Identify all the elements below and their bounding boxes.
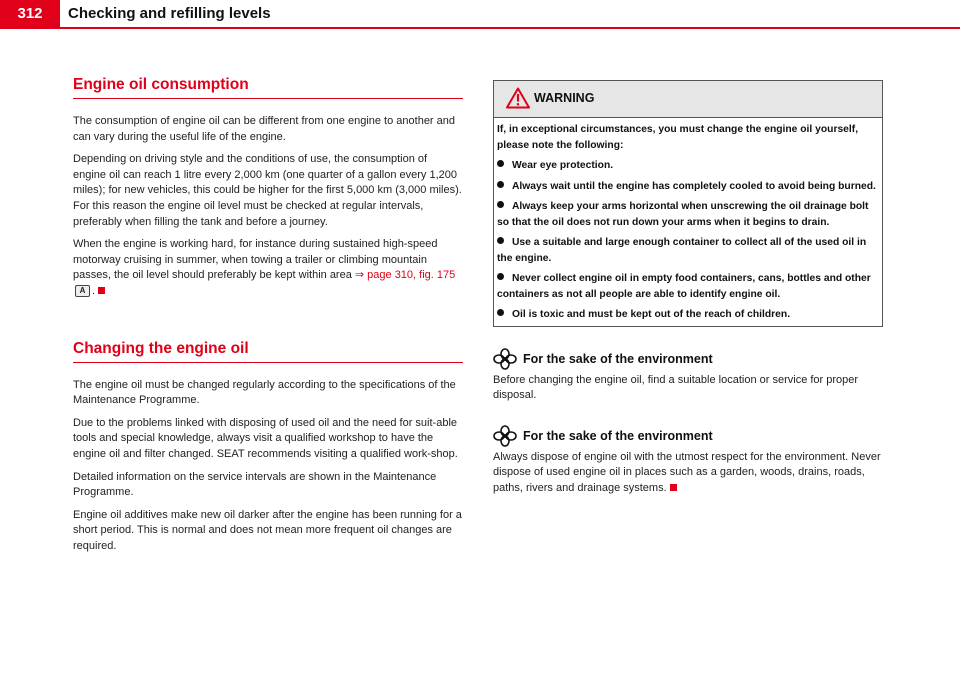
- warning-box: [493, 80, 883, 327]
- right-column: [493, 80, 883, 496]
- page-reference-link[interactable]: ⇒ page 310, fig. 175: [354, 269, 456, 282]
- section-title-changing-oil: Changing the engine oil: [73, 340, 463, 363]
- end-of-section-marker: [98, 287, 105, 294]
- warning-intro: If, in exceptional circumstances, you must change the engine oil yourself, please note the following:: [497, 124, 859, 151]
- warning-title: WARNING: [534, 91, 595, 105]
- bullet-icon: [497, 309, 504, 316]
- section-title-oil-consumption: Engine oil consumption: [73, 76, 463, 99]
- end-of-section-marker: [670, 484, 677, 491]
- paragraph: Detailed information on the service intervals are shown in the Maintenance Programme.: [73, 470, 437, 499]
- warning-item: Always wait until the engine has completely cooled to avoid being burned.: [497, 179, 880, 195]
- environment-title: For the sake of the environment: [523, 428, 713, 443]
- paragraph-with-link: [73, 237, 463, 299]
- paragraph: Depending on driving style and the conditions of use, the consumption of engine oil can reach 1 litre every 2,000 km (one quarter of a gallon every 1,200 miles); for new vehicles, this could be higher for the first 5,000 km (3,000 miles). For this reason the engine oil level must be checked at regular intervals, preferably when filling the tank and before a journey.: [73, 153, 462, 228]
- header-rule: [0, 27, 960, 29]
- paragraph: The consumption of engine oil can be different from one engine to another and can vary during the useful life of the engine.: [73, 115, 456, 143]
- warning-item: Oil is toxic and must be kept out of the reach of children.: [497, 307, 880, 323]
- flower-icon: [493, 348, 517, 370]
- warning-item: Wear eye protection.: [497, 158, 880, 174]
- paragraph: Due to the problems linked with disposing of used oil and the need for suit-able tools and special knowledge, always visit a qualified workshop to have the engine oil and filter changed. SEAT recommends visiting a qualified work-shop.: [73, 416, 458, 460]
- warning-triangle-icon: [506, 87, 530, 109]
- figure-area-badge: A: [75, 285, 90, 297]
- page-number: 312: [0, 0, 60, 27]
- warning-item: Use a suitable and large enough container to collect all of the used oil in the engine.: [497, 237, 867, 264]
- warning-item: Never collect engine oil in empty food containers, cans, bottles and other containers as not all people are able to identify engine oil.: [497, 273, 871, 300]
- left-column: [73, 76, 463, 561]
- paragraph-text: When the engine is working hard, for instance during sustained high-speed motorway cruising in summer, when towing a trailer or climbing mountain passes, the oil level should preferably be kept within area: [73, 238, 438, 282]
- bullet-icon: [497, 237, 504, 244]
- bullet-icon: [497, 181, 504, 188]
- environment-title: For the sake of the environment: [523, 351, 713, 366]
- header-title: Checking and refilling levels: [68, 5, 271, 22]
- environment-text: Before changing the engine oil, find a suitable location or service for proper disposal.: [493, 373, 859, 402]
- paragraph-end: .: [92, 284, 96, 297]
- environment-note: [493, 426, 883, 497]
- environment-note: [493, 349, 883, 404]
- bullet-icon: [497, 201, 504, 208]
- warning-header: [494, 81, 882, 118]
- paragraph: The engine oil must be changed regularly according to the specifications of the Maintenance Programme.: [73, 378, 456, 407]
- bullet-icon: [497, 160, 504, 167]
- paragraph: Engine oil additives make new oil darker after the engine has been running for a short period. This is normal and does not mean more frequent oil changes are required.: [73, 508, 462, 552]
- warning-item: Always keep your arms horizontal when unscrewing the oil drainage bolt so that the oil does not run down your arms when it begins to drain.: [497, 201, 869, 228]
- page-header: [0, 0, 960, 27]
- bullet-icon: [497, 273, 504, 280]
- flower-icon: [493, 425, 517, 447]
- warning-body: [494, 118, 882, 326]
- environment-text: Always dispose of engine oil with the utmost respect for the environment. Never dispose of used engine oil in places such as a garden, woods, drains, roads, paths, rivers and drainage systems.: [493, 450, 881, 494]
